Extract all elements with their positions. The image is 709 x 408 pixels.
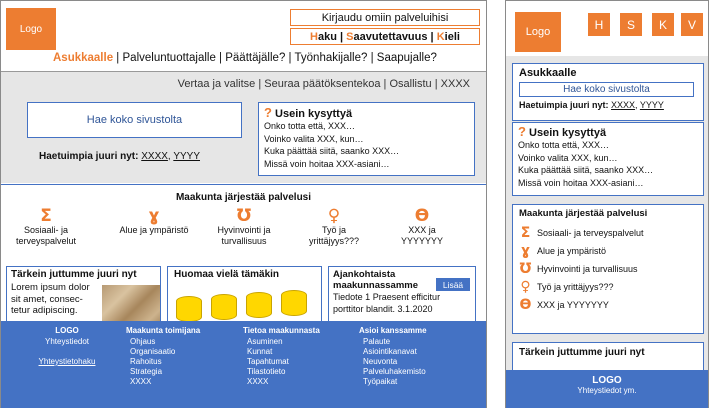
theta-icon: ϴ xyxy=(414,206,430,226)
audience-tyonhakijalle[interactable]: Työnhakijalle? xyxy=(294,52,368,64)
mobile-button-k[interactable]: K xyxy=(652,13,674,36)
mobile-footer-contact[interactable]: Yhteystiedot ym. xyxy=(577,386,637,395)
desktop-footer xyxy=(1,321,486,408)
important-title: Tärkein juttumme juuri nyt xyxy=(11,269,137,280)
female-icon: ♀ xyxy=(327,206,341,226)
tool-kieli[interactable]: Kieli xyxy=(436,30,460,43)
mobile-logo[interactable]: Logo xyxy=(515,12,561,52)
service-sote[interactable]: Σ Sosiaali- ja terveyspalvelut xyxy=(520,225,644,241)
mobile-footer xyxy=(506,370,708,408)
tool-saavutettavuus[interactable]: Saavutettavuus xyxy=(346,30,428,43)
footer-link[interactable]: Työpaikat xyxy=(363,377,398,386)
popular-link[interactable]: YYYY xyxy=(639,100,664,110)
mobile-search-panel xyxy=(512,63,704,121)
footer-contact[interactable]: Yhteystiedot xyxy=(44,337,90,346)
service-xxx[interactable]: ϴ XXX ja YYYYYYY xyxy=(391,207,453,247)
gamma-icon: ɣ xyxy=(148,206,160,226)
faq-item[interactable]: Voinko valita XXX, kun… xyxy=(518,152,618,163)
service-hyvinvointi[interactable]: Ʊ Hyvinvointi ja turvallisuus xyxy=(519,261,638,277)
service-tyo[interactable]: ♀ Työ ja yrittäjyys??? xyxy=(520,279,614,295)
cylinder-icon xyxy=(176,296,202,322)
faq-item[interactable]: Onko totta että, XXX… xyxy=(518,140,610,150)
service-alue[interactable]: ɣ Alue ja ympäristö xyxy=(119,206,189,235)
popular-link[interactable]: XXXX xyxy=(141,151,168,162)
mobile-search-input[interactable]: Hae koko sivustolta xyxy=(519,82,694,97)
faq-box xyxy=(258,102,475,176)
footer-col-tietoa: Tietoa maakunnasta Asuminen Kunnat Tapahtumat Tilastotieto XXXX xyxy=(243,326,320,386)
desktop-logo[interactable]: Logo xyxy=(6,8,56,50)
popular-searches: Haetuimpia juuri nyt: XXXX, YYYY xyxy=(39,151,200,162)
cylinder-icon xyxy=(281,290,307,316)
desktop-header xyxy=(1,1,486,71)
question-icon: ? xyxy=(264,105,272,120)
footer-col-maakunta: Maakunta toimijana Ohjaus Organisaatio Rahoitus Strategia XXXX xyxy=(126,326,201,386)
faq-item[interactable]: Missä voin hoitaa XXX-asiani… xyxy=(518,177,644,188)
news-more-button[interactable]: Lisää xyxy=(436,278,470,291)
footer-link[interactable]: XXXX xyxy=(247,377,269,386)
news-text: Tiedote 1 Praesent efficitur porttitor blandit. 3.1.2020 xyxy=(333,292,441,314)
audience-paattajalle[interactable]: Päättäjälle? xyxy=(225,52,286,64)
service-alue[interactable]: ɣ Alue ja ympäristö xyxy=(520,243,607,259)
footer-link[interactable]: Neuvonta xyxy=(363,357,398,366)
theta-icon: ϴ xyxy=(519,297,532,313)
footer-link[interactable]: Asiointikanavat xyxy=(363,347,417,356)
footer-link[interactable]: Asuminen xyxy=(247,337,283,346)
note-title: Huomaa vielä tämäkin xyxy=(174,269,280,280)
audience-nav: Asukkaalle | Palveluntuottajalle | Päättäjälle? | Työnhakijalle? | Saapujalle? xyxy=(53,52,437,64)
mobile-important-title: Tärkein juttumme juuri nyt xyxy=(519,347,645,358)
services-title: Maakunta järjestää palvelusi xyxy=(175,192,312,203)
mobile-faq xyxy=(512,122,704,196)
female-icon: ♀ xyxy=(520,279,531,295)
mobile-services xyxy=(512,204,704,334)
popular-link[interactable]: YYYY xyxy=(173,151,200,162)
sub-nav: Vertaa ja valitse | Seuraa päätöksentekoa | Osallistu | XXXX xyxy=(177,78,470,90)
footer-link[interactable]: Rahoitus xyxy=(130,357,162,366)
audience-saapujalle[interactable]: Saapujalle? xyxy=(376,52,437,64)
important-text: Lorem ipsum dolor sit amet, consec-tetur adipiscing. xyxy=(11,282,90,316)
subnav-xxxx[interactable]: XXXX xyxy=(440,78,470,90)
mobile-footer-logo: LOGO xyxy=(592,375,622,386)
sigma-icon: Σ xyxy=(520,225,531,241)
upsilon-icon: Ʊ xyxy=(519,261,532,277)
footer-link[interactable]: Ohjaus xyxy=(130,337,156,346)
service-sote[interactable]: Σ Sosiaali- ja terveyspalvelut xyxy=(11,207,81,247)
important-image xyxy=(102,285,160,324)
cylinder-group xyxy=(176,296,307,322)
mobile-button-h[interactable]: H xyxy=(588,13,610,36)
gamma-icon: ɣ xyxy=(520,243,530,259)
footer-col-asioi: Asioi kanssamme Palaute Asiointikanavat Neuvonta Palveluhakemisto Työpaikat xyxy=(359,326,427,386)
mobile-important-card[interactable] xyxy=(512,342,704,372)
mobile-header xyxy=(506,1,708,56)
news-card[interactable] xyxy=(328,266,476,324)
important-card[interactable] xyxy=(6,266,161,324)
mobile-faq-title: ? Usein kysyttyä xyxy=(518,124,607,139)
subnav-seuraa[interactable]: Seuraa päätöksentekoa xyxy=(264,78,381,90)
faq-item[interactable]: Onko totta että, XXX… xyxy=(264,121,356,131)
upsilon-icon: Ʊ xyxy=(236,206,252,226)
footer-link[interactable]: Kunnat xyxy=(247,347,273,356)
footer-link[interactable]: Organisaatio xyxy=(130,347,176,356)
login-button[interactable]: Kirjaudu omiin palveluihisi xyxy=(290,9,480,26)
search-input[interactable]: Hae koko sivustolta xyxy=(27,102,242,138)
services-section xyxy=(1,184,486,261)
question-icon: ? xyxy=(518,124,526,139)
footer-link[interactable]: Palaute xyxy=(363,337,391,346)
footer-link[interactable]: XXXX xyxy=(130,377,152,386)
mobile-services-title: Maakunta järjestää palvelusi xyxy=(519,208,648,219)
faq-item[interactable]: Kuka päättää siitä, saanko XXX… xyxy=(518,165,654,175)
mobile-button-s[interactable]: S xyxy=(620,13,642,36)
subnav-osallistu[interactable]: Osallistu xyxy=(389,78,432,90)
popular-link[interactable]: XXXX xyxy=(611,100,636,110)
mobile-frame xyxy=(505,0,709,408)
mobile-button-v[interactable]: V xyxy=(681,13,703,36)
sigma-icon: Σ xyxy=(40,206,52,226)
subnav-vertaa[interactable]: Vertaa ja valitse xyxy=(177,78,256,90)
faq-item[interactable]: Missä voin hoitaa XXX-asiani… xyxy=(264,158,390,169)
footer-link[interactable]: Palveluhakemisto xyxy=(363,367,426,376)
footer-logo: LOGO xyxy=(55,326,79,335)
footer-link[interactable]: Tapahtumat xyxy=(247,357,289,366)
footer-link[interactable]: Tilastotieto xyxy=(247,367,286,376)
news-title: Ajankohtaista maakunnassamme xyxy=(333,269,419,291)
faq-title: ? Usein kysyttyä xyxy=(264,105,353,120)
faq-item[interactable]: Kuka päättää siitä, saanko XXX… xyxy=(264,146,400,156)
cylinder-icon xyxy=(211,294,237,320)
faq-item[interactable]: Voinko valita XXX, kun… xyxy=(264,133,364,144)
service-tyo[interactable]: ♀ Työ ja yrittäjyys??? xyxy=(303,207,365,247)
service-xxx[interactable]: ϴ XXX ja YYYYYYY xyxy=(519,297,609,313)
mobile-popular: Haetuimpia juuri nyt: XXXX, YYYY xyxy=(519,100,664,110)
footer-contact-search[interactable]: Yhteystietohaku xyxy=(38,357,96,366)
mobile-audience[interactable]: Asukkaalle xyxy=(519,67,577,79)
cylinder-icon xyxy=(246,292,272,318)
search-section xyxy=(1,71,486,183)
footer-link[interactable]: Strategia xyxy=(130,367,163,376)
service-hyvinvointi[interactable]: Ʊ Hyvinvointi ja turvallisuus xyxy=(208,207,280,247)
audience-asukkaalle[interactable]: Asukkaalle xyxy=(53,52,114,64)
tool-bar: Haku | Saavutettavuus | Kieli xyxy=(290,28,480,45)
audience-palveluntuottajalle[interactable]: Palveluntuottajalle xyxy=(122,52,216,64)
note-card[interactable] xyxy=(167,266,322,324)
tool-haku[interactable]: Haku xyxy=(310,30,337,43)
